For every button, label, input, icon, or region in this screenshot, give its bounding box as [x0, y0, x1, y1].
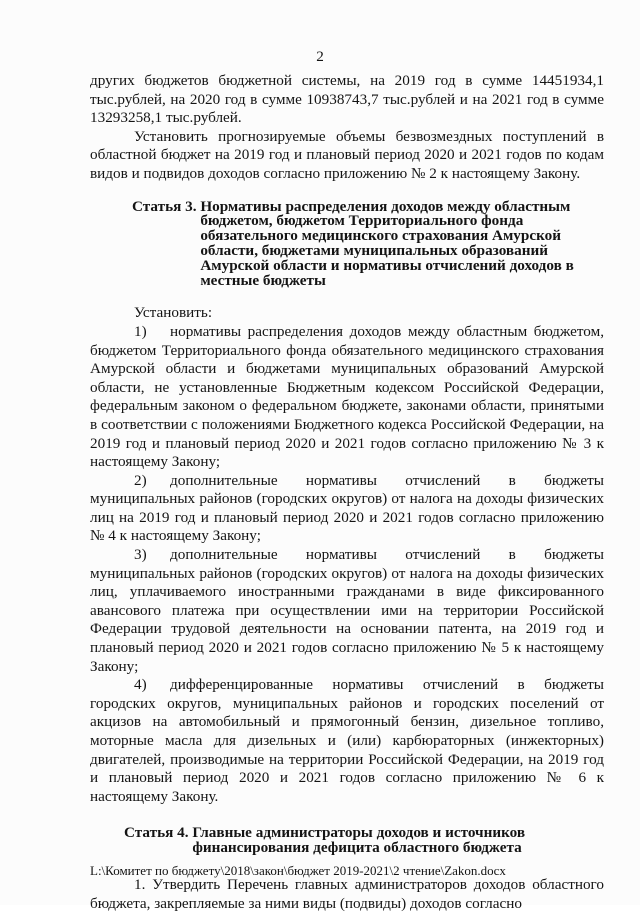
article-4-paragraph-1: 1. Утвердить Перечень главных администраторов доходов областного бюджета, закрепляемые за ними виды (подвиды) доходов согласно: [90, 875, 604, 912]
list-item-text: нормативы распределения доходов между областным бюджетом, бюджетом Территориального фонда обязательного медицинского страхования Амурской области и бюджетами муниципальных образований Амурской области, не установленные Бюджетным кодексом Российской Федерации, федеральным законом о федеральном бюджете, законами области, принятыми в соответствии с положениями Бюджетного кодекса Российской Федерации, на 2019 год и плановый период 2020 и 2021 годов согласно приложению № 3 к настоящему Закону;: [90, 322, 604, 471]
list-item-marker: 1): [134, 322, 147, 340]
list-item: [90, 323, 604, 472]
file-path-footer: L:\Комитет по бюджету\2018\закон\бюджет 2019-2021\2 чтение\Zakon.docx: [90, 863, 506, 878]
article-4-heading: [124, 826, 604, 856]
list-item-text: дополнительные нормативы отчислений в бюджеты муниципальных районов (городских округов) от налога на доходы физических лиц на 2019 год и плановый период 2020 и 2021 годов согласно приложению № 4 к настоящему Закону;: [90, 471, 604, 545]
list-item-marker: 2): [134, 471, 147, 489]
article-4-title: Главные администраторы доходов и источников финансирования дефицита областного бюджета: [192, 824, 526, 857]
list-item-text: дополнительные нормативы отчислений в бюджеты муниципальных районов (городских округов) от налога на доходы физических лиц, уплачиваемого иностранными гражданами в виде фиксированного авансового платежа при осуществлении ими на территории Российской Федерации трудовой деятельности на основании патента, на 2019 год и плановый период 2020 и 2021 годов согласно приложению № 5 к настоящему Закону;: [90, 546, 604, 675]
article-3-title: Нормативы распределения доходов между областным бюджетом, бюджетом Территориального фонда обязательного медицинского страхования Амурской области, бюджетами муниципальных образований Амурской области и нормативы отчислений доходов в местные бюджеты: [200, 197, 574, 289]
list-item: [90, 676, 604, 806]
article-3-number: Статья 3.: [132, 197, 197, 215]
page-number: 2: [316, 48, 324, 65]
list-item-marker: 3): [134, 546, 147, 564]
article-3-intro: Установить:: [134, 304, 213, 322]
paragraph-budget-totals: других бюджетов бюджетной системы, на 2019 год в сумме 14451934,1 тыс.рублей, на 2020 год в сумме 10938743,7 тыс.рублей и на 2021 год в сумме 13293258,1 тыс.рублей.: [90, 72, 604, 127]
paragraph-gratuitous-receipts: Установить прогнозируемые объемы безвозмездных поступлений в областной бюджет на 2019 год и плановый период 2020 и 2021 годов по кодам видов и подвидов доходов согласно приложению № 2 к настоящему Закону.: [90, 127, 604, 182]
list-item-text: дифференцированные нормативы отчислений в бюджеты городских округов, муниципальных районов и городских поселений от акцизов на автомобильный и прямогонный бензин, дизельное топливо, моторные масла для дизельных и (или) карбюраторных (инжекторных) двигателей, производимые на территории Российской Федерации, на 2019 год и плановый период 2020 и 2021 годов согласно приложению № 6 к настоящему Закону.: [90, 676, 604, 805]
document-body: [90, 72, 604, 913]
article-3-heading: [132, 197, 604, 289]
list-item: [90, 546, 604, 676]
list-item-marker: 4): [134, 676, 147, 694]
article-4-number: Статья 4.: [124, 824, 189, 842]
list-item: [90, 472, 604, 546]
